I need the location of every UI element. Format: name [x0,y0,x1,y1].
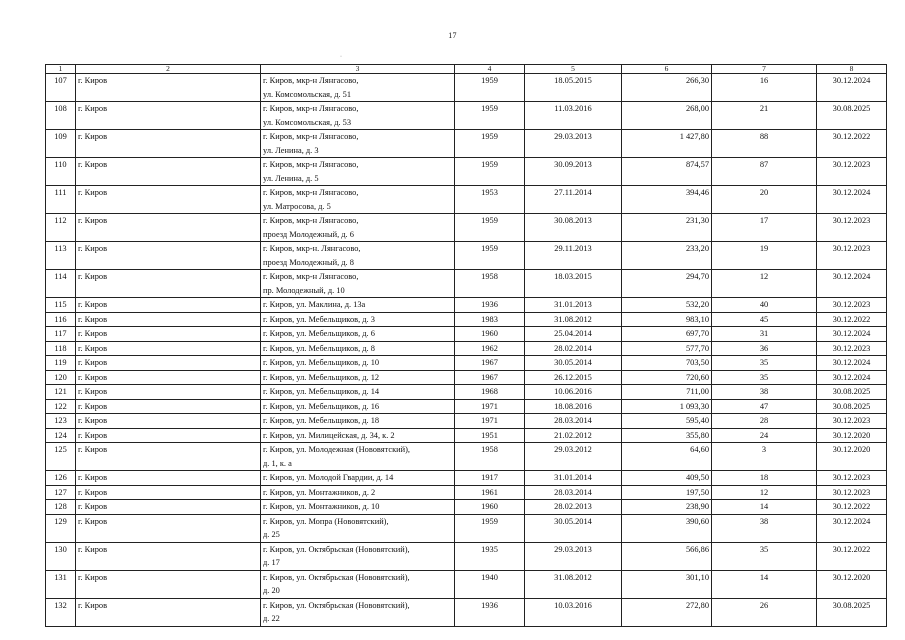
address-line: ул. Комсомольская, д. 53 [263,117,352,127]
table-row [46,570,887,598]
recognition-date-cell: 31.01.2014 [525,471,622,486]
year-built-cell: 1959 [455,242,525,270]
table-row [46,385,887,400]
address-cell [261,598,455,626]
recognition-date-cell: 29.03.2013 [525,130,622,158]
address-line: г. Киров, ул. Мебельщиков, д. 3 [263,314,375,324]
recognition-date-cell: 25.04.2014 [525,327,622,342]
year-built-cell: 1959 [455,74,525,102]
deadline-cell: 30.12.2024 [817,74,887,102]
address-cell [261,102,455,130]
address-cell [261,186,455,214]
row-number-cell: 129 [46,514,76,542]
housing-registry-table [45,64,887,627]
year-built-cell: 1935 [455,542,525,570]
table-row [46,312,887,327]
area-cell: 409,50 [622,471,712,486]
page-number: 17 [448,31,457,40]
row-number-cell: 121 [46,385,76,400]
recognition-date-cell: 28.03.2014 [525,414,622,429]
address-line: г. Киров, мкр-н Лянгасово, [263,188,359,197]
row-number-cell: 119 [46,356,76,371]
column-header: 6 [622,65,712,74]
area-cell: 64,60 [622,443,712,471]
deadline-cell: 30.12.2023 [817,341,887,356]
address-cell [261,130,455,158]
area-cell: 1 093,30 [622,399,712,414]
locality-cell: г. Киров [76,341,261,356]
residents-cell: 88 [712,130,817,158]
address-line: д. 17 [263,558,280,567]
year-built-cell: 1959 [455,214,525,242]
table-row [46,158,887,186]
recognition-date-cell: 18.05.2015 [525,74,622,102]
address-line: ул. Комсомольская, д. 51 [263,89,352,99]
table-row [46,370,887,385]
address-line: г. Киров, мкр-н Лянгасово, [263,104,359,113]
deadline-cell: 30.12.2023 [817,298,887,313]
row-number-cell: 114 [46,270,76,298]
column-header: 2 [76,65,261,74]
address-cell [261,443,455,471]
row-number-cell: 111 [46,186,76,214]
row-number-cell: 110 [46,158,76,186]
locality-cell: г. Киров [76,570,261,598]
deadline-cell: 30.12.2023 [817,414,887,429]
row-number-cell: 127 [46,485,76,500]
area-cell: 697,70 [622,327,712,342]
area-cell: 874,57 [622,158,712,186]
locality-cell: г. Киров [76,242,261,270]
residents-cell: 35 [712,356,817,371]
recognition-date-cell: 29.03.2013 [525,542,622,570]
address-cell [261,270,455,298]
row-number-cell: 113 [46,242,76,270]
year-built-cell: 1936 [455,298,525,313]
table-body [46,74,887,627]
column-header: 8 [817,65,887,74]
address-line: ул. Ленина, д. 3 [263,145,319,155]
row-number-cell: 118 [46,341,76,356]
deadline-cell: 30.12.2023 [817,485,887,500]
address-cell [261,356,455,371]
area-cell: 703,50 [622,356,712,371]
row-number-cell: 117 [46,327,76,342]
deadline-cell: 30.12.2020 [817,570,887,598]
address-line: г. Киров, ул. Монтажников, д. 2 [263,487,376,497]
residents-cell: 18 [712,471,817,486]
address-line: г. Киров, ул. Молодежная (Нововятский), [263,445,410,454]
deadline-cell: 30.12.2024 [817,514,887,542]
address-line: г. Киров, ул. Мебельщиков, д. 16 [263,401,380,411]
column-header: 1 [46,65,76,74]
area-cell: 566,86 [622,542,712,570]
locality-cell: г. Киров [76,186,261,214]
recognition-date-cell: 18.08.2016 [525,399,622,414]
address-cell [261,500,455,515]
address-cell [261,214,455,242]
locality-cell: г. Киров [76,399,261,414]
address-cell [261,514,455,542]
residents-cell: 14 [712,500,817,515]
recognition-date-cell: 28.03.2014 [525,485,622,500]
table-row [46,270,887,298]
table-row [46,500,887,515]
area-cell: 711,00 [622,385,712,400]
locality-cell: г. Киров [76,485,261,500]
recognition-date-cell: 18.03.2015 [525,270,622,298]
address-line: г. Киров, ул. Октябрьская (Нововятский), [263,600,410,610]
year-built-cell: 1967 [455,370,525,385]
recognition-date-cell: 30.05.2014 [525,356,622,371]
year-built-cell: 1958 [455,443,525,471]
recognition-date-cell: 26.12.2015 [525,370,622,385]
address-line: пр. Молодежный, д. 10 [263,285,345,295]
area-cell: 595,40 [622,414,712,429]
recognition-date-cell: 11.03.2016 [525,102,622,130]
year-built-cell: 1959 [455,514,525,542]
area-cell: 390,60 [622,514,712,542]
row-number-cell: 115 [46,298,76,313]
area-cell: 1 427,80 [622,130,712,158]
residents-cell: 35 [712,370,817,385]
address-line: проезд Молодежный, д. 6 [263,229,354,239]
area-cell: 268,00 [622,102,712,130]
year-built-cell: 1953 [455,186,525,214]
table-row [46,414,887,429]
locality-cell: г. Киров [76,298,261,313]
year-built-cell: 1971 [455,399,525,414]
residents-cell: 45 [712,312,817,327]
address-line: г. Киров, мкр-н Лянгасово, [263,272,359,281]
column-number-row [46,65,887,74]
year-built-cell: 1971 [455,414,525,429]
recognition-date-cell: 31.08.2012 [525,570,622,598]
locality-cell: г. Киров [76,214,261,242]
address-line: г. Киров, ул. Мебельщиков, д. 12 [263,372,380,382]
table-row [46,514,887,542]
year-built-cell: 1917 [455,471,525,486]
residents-cell: 14 [712,570,817,598]
address-cell [261,74,455,102]
column-header: 5 [525,65,622,74]
residents-cell: 36 [712,341,817,356]
locality-cell: г. Киров [76,414,261,429]
row-number-cell: 123 [46,414,76,429]
residents-cell: 26 [712,598,817,626]
year-built-cell: 1968 [455,385,525,400]
locality-cell: г. Киров [76,598,261,626]
area-cell: 394,46 [622,186,712,214]
row-number-cell: 109 [46,130,76,158]
deadline-cell: 30.12.2023 [817,158,887,186]
row-number-cell: 131 [46,570,76,598]
locality-cell: г. Киров [76,74,261,102]
address-cell [261,570,455,598]
address-line: д. 1, к. а [263,458,292,468]
locality-cell: г. Киров [76,312,261,327]
area-cell: 577,70 [622,341,712,356]
recognition-date-cell: 28.02.2014 [525,341,622,356]
recognition-date-cell: 31.01.2013 [525,298,622,313]
table-row [46,542,887,570]
address-cell [261,542,455,570]
recognition-date-cell: 30.05.2014 [525,514,622,542]
address-cell [261,298,455,313]
address-line: д. 25 [263,530,280,539]
address-cell [261,370,455,385]
scan-speck: · [340,54,342,60]
address-line: г. Киров, ул. Мебельщиков, д. 8 [263,343,375,353]
table-row [46,74,887,102]
area-cell: 355,80 [622,428,712,443]
year-built-cell: 1958 [455,270,525,298]
residents-cell: 24 [712,428,817,443]
address-line: д. 20 [263,586,280,595]
locality-cell: г. Киров [76,130,261,158]
locality-cell: г. Киров [76,471,261,486]
deadline-cell: 30.12.2024 [817,356,887,371]
row-number-cell: 120 [46,370,76,385]
year-built-cell: 1959 [455,158,525,186]
address-line: г. Киров, ул. Мебельщиков, д. 14 [263,387,380,396]
deadline-cell: 30.12.2023 [817,242,887,270]
area-cell: 233,20 [622,242,712,270]
residents-cell: 40 [712,298,817,313]
table-row [46,102,887,130]
row-number-cell: 124 [46,428,76,443]
residents-cell: 87 [712,158,817,186]
area-cell: 301,10 [622,570,712,598]
residents-cell: 19 [712,242,817,270]
area-cell: 272,80 [622,598,712,626]
deadline-cell: 30.12.2020 [817,428,887,443]
area-cell: 983,10 [622,312,712,327]
address-cell [261,158,455,186]
table-row [46,598,887,626]
area-cell: 238,90 [622,500,712,515]
address-cell [261,242,455,270]
address-line: г. Киров, мкр-н Лянгасово, [263,132,359,141]
area-cell: 266,30 [622,74,712,102]
address-line: г. Киров, ул. Мебельщиков, д. 18 [263,416,380,425]
residents-cell: 31 [712,327,817,342]
residents-cell: 38 [712,385,817,400]
row-number-cell: 122 [46,399,76,414]
locality-cell: г. Киров [76,542,261,570]
address-cell [261,399,455,414]
year-built-cell: 1936 [455,598,525,626]
address-line: г. Киров, мкр-н Лянгасово, [263,216,359,225]
residents-cell: 3 [712,443,817,471]
area-cell: 294,70 [622,270,712,298]
locality-cell: г. Киров [76,370,261,385]
recognition-date-cell: 10.06.2016 [525,385,622,400]
address-line: г. Киров, ул. Мебельщиков, д. 6 [263,329,375,338]
recognition-date-cell: 30.09.2013 [525,158,622,186]
residents-cell: 12 [712,485,817,500]
address-line: г. Киров, мкр-н Лянгасово, [263,160,359,169]
row-number-cell: 107 [46,74,76,102]
row-number-cell: 116 [46,312,76,327]
address-line: г. Киров, ул. Милицейская, д. 34, к. 2 [263,430,395,440]
address-line: г. Киров, ул. Монтажников, д. 10 [263,502,380,511]
row-number-cell: 126 [46,471,76,486]
deadline-cell: 30.12.2022 [817,312,887,327]
table-row [46,327,887,342]
address-line: г. Киров, ул. Молодой Гвардии, д. 14 [263,473,394,482]
locality-cell: г. Киров [76,270,261,298]
residents-cell: 12 [712,270,817,298]
locality-cell: г. Киров [76,428,261,443]
deadline-cell: 30.12.2024 [817,327,887,342]
year-built-cell: 1940 [455,570,525,598]
row-number-cell: 132 [46,598,76,626]
area-cell: 197,50 [622,485,712,500]
row-number-cell: 108 [46,102,76,130]
deadline-cell: 30.12.2022 [817,500,887,515]
locality-cell: г. Киров [76,356,261,371]
table-row [46,399,887,414]
column-header: 4 [455,65,525,74]
deadline-cell: 30.08.2025 [817,102,887,130]
year-built-cell: 1967 [455,356,525,371]
address-line: г. Киров, ул. Маклина, д. 13а [263,300,366,309]
recognition-date-cell: 10.03.2016 [525,598,622,626]
recognition-date-cell: 30.08.2013 [525,214,622,242]
table-row [46,471,887,486]
deadline-cell: 30.08.2025 [817,399,887,414]
row-number-cell: 128 [46,500,76,515]
locality-cell: г. Киров [76,385,261,400]
address-cell [261,385,455,400]
address-line: г. Киров, ул. Мопра (Нововятский), [263,516,389,526]
recognition-date-cell: 21.02.2012 [525,428,622,443]
table-row [46,130,887,158]
residents-cell: 28 [712,414,817,429]
deadline-cell: 30.12.2022 [817,542,887,570]
address-cell [261,471,455,486]
recognition-date-cell: 27.11.2014 [525,186,622,214]
deadline-cell: 30.12.2020 [817,443,887,471]
residents-cell: 47 [712,399,817,414]
address-line: г. Киров, мкр-н. Лянгасово, [263,244,361,253]
address-cell [261,341,455,356]
address-cell [261,414,455,429]
row-number-cell: 130 [46,542,76,570]
recognition-date-cell: 29.03.2012 [525,443,622,471]
column-header: 3 [261,65,455,74]
deadline-cell: 30.12.2023 [817,214,887,242]
table-row [46,341,887,356]
deadline-cell: 30.12.2023 [817,471,887,486]
locality-cell: г. Киров [76,500,261,515]
year-built-cell: 1962 [455,341,525,356]
residents-cell: 16 [712,74,817,102]
locality-cell: г. Киров [76,102,261,130]
address-line: д. 22 [263,614,280,623]
deadline-cell: 30.12.2024 [817,270,887,298]
table-row [46,186,887,214]
year-built-cell: 1959 [455,130,525,158]
address-cell [261,485,455,500]
year-built-cell: 1951 [455,428,525,443]
residents-cell: 21 [712,102,817,130]
address-cell [261,428,455,443]
address-cell [261,327,455,342]
recognition-date-cell: 31.08.2012 [525,312,622,327]
address-line: г. Киров, ул. Мебельщиков, д. 10 [263,358,380,367]
address-line: ул. Ленина, д. 5 [263,173,319,183]
deadline-cell: 30.12.2022 [817,130,887,158]
year-built-cell: 1983 [455,312,525,327]
table-row [46,428,887,443]
deadline-cell: 30.12.2024 [817,186,887,214]
recognition-date-cell: 28.02.2013 [525,500,622,515]
deadline-cell: 30.12.2024 [817,370,887,385]
residents-cell: 20 [712,186,817,214]
table-row [46,443,887,471]
address-line: г. Киров, ул. Октябрьская (Нововятский), [263,544,410,554]
year-built-cell: 1961 [455,485,525,500]
locality-cell: г. Киров [76,158,261,186]
recognition-date-cell: 29.11.2013 [525,242,622,270]
residents-cell: 35 [712,542,817,570]
row-number-cell: 112 [46,214,76,242]
address-line: ул. Матросова, д. 5 [263,201,331,211]
residents-cell: 17 [712,214,817,242]
address-line: г. Киров, мкр-н Лянгасово, [263,76,359,85]
deadline-cell: 30.08.2025 [817,598,887,626]
column-header: 7 [712,65,817,74]
area-cell: 231,30 [622,214,712,242]
table-row [46,242,887,270]
locality-cell: г. Киров [76,443,261,471]
table-row [46,485,887,500]
year-built-cell: 1960 [455,500,525,515]
table-row [46,356,887,371]
table-row [46,298,887,313]
year-built-cell: 1960 [455,327,525,342]
residents-cell: 38 [712,514,817,542]
address-line: г. Киров, ул. Октябрьская (Нововятский), [263,572,410,582]
area-cell: 532,20 [622,298,712,313]
address-line: проезд Молодежный, д. 8 [263,257,354,267]
address-cell [261,312,455,327]
row-number-cell: 125 [46,443,76,471]
year-built-cell: 1959 [455,102,525,130]
table-row [46,214,887,242]
deadline-cell: 30.08.2025 [817,385,887,400]
locality-cell: г. Киров [76,327,261,342]
locality-cell: г. Киров [76,514,261,542]
area-cell: 720,60 [622,370,712,385]
